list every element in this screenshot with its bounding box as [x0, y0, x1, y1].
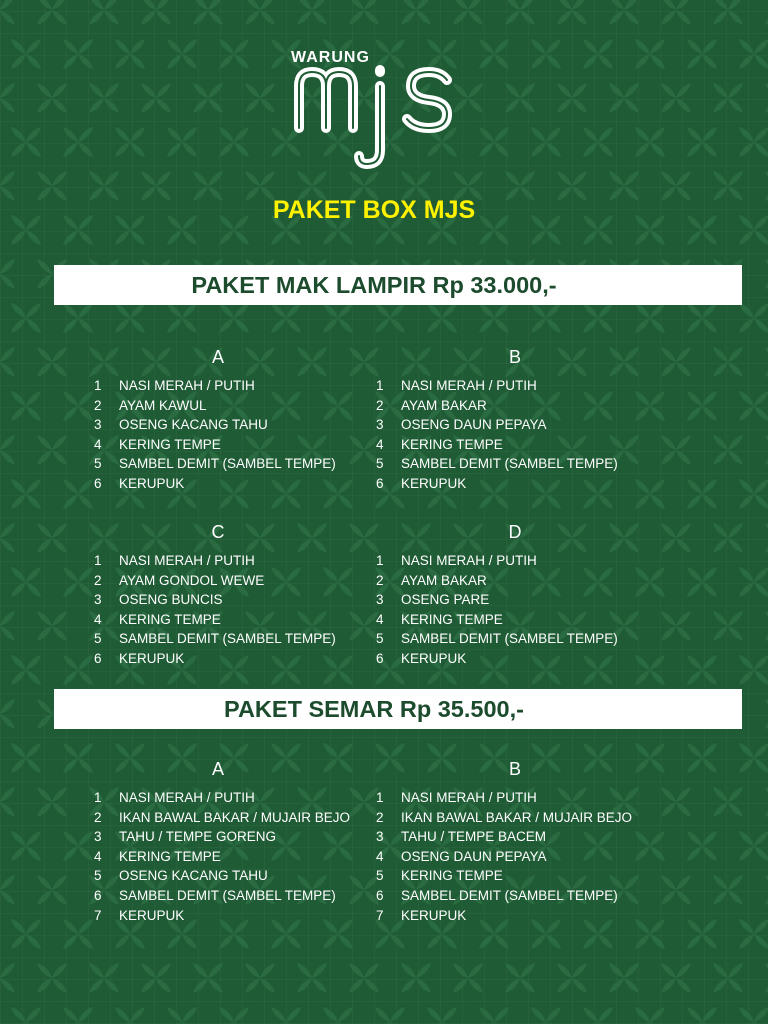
list-item: [376, 551, 666, 571]
batik-motif: [479, 303, 509, 333]
batik-motif: [193, 0, 223, 25]
item-number: 2: [376, 809, 384, 825]
batik-motif: [739, 303, 768, 333]
batik-motif: [713, 523, 743, 553]
batik-motif: [479, 127, 509, 157]
batik-motif: [11, 567, 41, 597]
batik-motif: [479, 1007, 509, 1024]
batik-motif: [167, 127, 197, 157]
list-item: [376, 886, 666, 906]
logo-letter-m-inline: [299, 72, 353, 128]
item-number: 6: [376, 475, 384, 491]
list-item: [376, 827, 666, 847]
item-number: 3: [94, 829, 102, 845]
batik-motif: [687, 391, 717, 421]
batik-motif: [505, 963, 535, 993]
item-number: 4: [376, 611, 384, 627]
batik-motif: [0, 259, 15, 289]
batik-motif: [739, 391, 768, 421]
section-banner-title: PAKET SEMAR Rp 35.500,-: [224, 696, 524, 722]
batik-motif: [219, 127, 249, 157]
batik-motif: [323, 303, 353, 333]
item-number: 4: [376, 436, 384, 452]
batik-motif: [193, 83, 223, 113]
batik-motif: [219, 39, 249, 69]
batik-motif: [63, 39, 93, 69]
batik-motif: [557, 83, 587, 113]
batik-motif: [0, 875, 15, 905]
item-number: 2: [376, 397, 384, 413]
batik-motif: [167, 1007, 197, 1024]
item-name: KERUPUK: [119, 907, 185, 923]
item-name: KERING TEMPE: [401, 868, 503, 884]
item-name: SAMBEL DEMIT (SAMBEL TEMPE): [119, 631, 336, 647]
item-number: 6: [376, 887, 384, 903]
batik-motif: [63, 127, 93, 157]
batik-motif: [63, 303, 93, 333]
batik-motif: [739, 655, 768, 685]
item-name: SAMBEL DEMIT (SAMBEL TEMPE): [401, 456, 618, 472]
batik-motif: [63, 567, 93, 597]
batik-motif: [63, 743, 93, 773]
list-item: [376, 808, 666, 828]
batik-motif: [193, 963, 223, 993]
list-item: [376, 590, 666, 610]
item-number: 5: [376, 631, 384, 647]
batik-motif: [245, 83, 275, 113]
batik-motif: [635, 303, 665, 333]
item-number: 2: [376, 572, 384, 588]
batik-motif: [739, 743, 768, 773]
list-item: [94, 629, 364, 649]
list-item: [94, 474, 364, 494]
batik-motif: [739, 567, 768, 597]
batik-motif: [115, 1007, 145, 1024]
list-item: [94, 847, 364, 867]
batik-motif: [37, 963, 67, 993]
batik-motif: [609, 963, 639, 993]
batik-motif: [141, 83, 171, 113]
batik-motif: [739, 919, 768, 949]
item-number: 3: [376, 829, 384, 845]
item-number: 4: [94, 436, 102, 452]
batik-motif: [219, 303, 249, 333]
batik-motif: [401, 0, 431, 25]
batik-motif: [37, 347, 67, 377]
batik-motif: [427, 303, 457, 333]
list-item: [94, 415, 364, 435]
batik-motif: [505, 83, 535, 113]
batik-motif: [713, 347, 743, 377]
list-item: [94, 906, 364, 926]
batik-motif: [687, 1007, 717, 1024]
item-number: 3: [94, 417, 102, 433]
batik-motif: [63, 831, 93, 861]
item-number: 5: [94, 631, 102, 647]
batik-motif: [583, 127, 613, 157]
item-number: 7: [376, 907, 384, 923]
batik-motif: [0, 699, 15, 729]
item-number: 2: [94, 809, 102, 825]
list-item: [94, 454, 364, 474]
package-block: [94, 759, 364, 925]
item-name: KERUPUK: [401, 907, 467, 923]
batik-motif: [245, 963, 275, 993]
item-number: 2: [94, 572, 102, 588]
batik-motif: [635, 1007, 665, 1024]
batik-motif: [115, 127, 145, 157]
list-item: [94, 590, 364, 610]
batik-motif: [713, 963, 743, 993]
item-name: TAHU / TEMPE BACEM: [401, 829, 547, 845]
batik-motif: [505, 0, 535, 25]
section-banner: [54, 265, 742, 305]
batik-motif: [141, 963, 171, 993]
batik-motif: [89, 963, 119, 993]
batik-motif: [63, 655, 93, 685]
logo-mjs-lettering: [280, 60, 460, 175]
batik-motif: [713, 611, 743, 641]
logo-letter-j: [359, 86, 380, 164]
batik-motif: [687, 919, 717, 949]
item-name: KERING TEMPE: [119, 848, 221, 864]
item-name: KERUPUK: [119, 650, 185, 666]
batik-motif: [739, 831, 768, 861]
list-item: [376, 435, 666, 455]
item-name: IKAN BAWAL BAKAR / MUJAIR BEJO: [401, 809, 633, 825]
batik-motif: [89, 83, 119, 113]
batik-motif: [687, 303, 717, 333]
batik-motif: [297, 963, 327, 993]
package-item-list: [376, 788, 666, 925]
batik-motif: [713, 83, 743, 113]
item-number: 5: [376, 456, 384, 472]
item-number: 5: [94, 868, 102, 884]
item-name: OSENG BUNCIS: [119, 592, 223, 608]
item-number: 1: [376, 378, 384, 393]
list-item: [94, 610, 364, 630]
package-item-list: [94, 376, 364, 494]
list-item: [94, 376, 364, 396]
item-number: 1: [94, 790, 102, 805]
batik-motif: [401, 963, 431, 993]
item-name: SAMBEL DEMIT (SAMBEL TEMPE): [401, 887, 618, 903]
item-number: 7: [94, 907, 102, 923]
list-item: [94, 396, 364, 416]
list-item: [94, 808, 364, 828]
batik-motif: [11, 743, 41, 773]
batik-motif: [11, 479, 41, 509]
list-item: [94, 827, 364, 847]
package-label: D: [508, 522, 522, 542]
item-name: KERING TEMPE: [401, 436, 503, 452]
batik-motif: [167, 303, 197, 333]
list-item: [376, 571, 666, 591]
item-name: NASI MERAH / PUTIH: [401, 790, 537, 805]
item-number: 3: [94, 592, 102, 608]
package-block: [94, 522, 364, 669]
batik-motif: [0, 83, 15, 113]
batik-motif: [323, 1007, 353, 1024]
item-name: AYAM KAWUL: [119, 397, 207, 413]
list-item: [94, 866, 364, 886]
batik-motif: [557, 0, 587, 25]
batik-motif: [11, 215, 41, 245]
batik-motif: [297, 0, 327, 25]
batik-motif: [739, 479, 768, 509]
item-number: 3: [376, 417, 384, 433]
batik-motif: [11, 1007, 41, 1024]
batik-motif: [11, 39, 41, 69]
batik-motif: [531, 39, 561, 69]
batik-motif: [687, 127, 717, 157]
item-number: 4: [376, 848, 384, 864]
list-item: [94, 649, 364, 669]
item-name: KERUPUK: [401, 650, 467, 666]
item-name: AYAM BAKAR: [401, 397, 487, 413]
list-item: [376, 454, 666, 474]
batik-motif: [739, 1007, 768, 1024]
batik-motif: [713, 435, 743, 465]
batik-motif: [115, 39, 145, 69]
batik-motif: [219, 1007, 249, 1024]
page-title: PAKET BOX MJS: [272, 196, 476, 224]
batik-motif: [11, 919, 41, 949]
item-number: 1: [376, 790, 384, 805]
batik-motif: [531, 303, 561, 333]
list-item: [376, 788, 666, 808]
batik-motif: [583, 303, 613, 333]
batik-motif: [453, 963, 483, 993]
batik-motif: [661, 0, 691, 25]
item-name: NASI MERAH / PUTIH: [119, 553, 255, 568]
batik-motif: [0, 963, 15, 993]
list-item: [376, 866, 666, 886]
batik-motif: [37, 523, 67, 553]
batik-motif: [583, 1007, 613, 1024]
list-item: [376, 629, 666, 649]
item-name: SAMBEL DEMIT (SAMBEL TEMPE): [119, 456, 336, 472]
batik-motif: [713, 0, 743, 25]
section-banner-title: PAKET MAK LAMPIR Rp 33.000,-: [191, 272, 557, 298]
list-item: [376, 474, 666, 494]
package-item-list: [376, 376, 666, 494]
batik-motif: [0, 347, 15, 377]
batik-motif: [687, 743, 717, 773]
list-item: [376, 847, 666, 867]
item-name: KERING TEMPE: [401, 611, 503, 627]
item-name: KERING TEMPE: [119, 611, 221, 627]
item-name: NASI MERAH / PUTIH: [119, 378, 255, 393]
item-name: OSENG PARE: [401, 592, 490, 608]
section-banner: [54, 689, 742, 729]
batik-motif: [37, 611, 67, 641]
batik-motif: [687, 655, 717, 685]
batik-motif: [37, 83, 67, 113]
batik-motif: [11, 127, 41, 157]
batik-motif: [609, 83, 639, 113]
list-item: [94, 571, 364, 591]
package-item-list: [94, 551, 364, 669]
batik-motif: [375, 1007, 405, 1024]
item-number: 6: [94, 887, 102, 903]
batik-motif: [635, 127, 665, 157]
batik-motif: [11, 303, 41, 333]
batik-motif: [63, 391, 93, 421]
item-number: 4: [94, 611, 102, 627]
list-item: [376, 415, 666, 435]
batik-motif: [661, 83, 691, 113]
list-item: [94, 435, 364, 455]
batik-motif: [375, 303, 405, 333]
batik-motif: [11, 655, 41, 685]
item-name: OSENG DAUN PEPAYA: [401, 848, 547, 864]
list-item: [376, 610, 666, 630]
item-number: 3: [376, 592, 384, 608]
item-number: 6: [94, 650, 102, 666]
item-name: SAMBEL DEMIT (SAMBEL TEMPE): [119, 887, 336, 903]
batik-motif: [63, 1007, 93, 1024]
item-number: 1: [94, 378, 102, 393]
package-item-list: [94, 788, 364, 925]
item-name: NASI MERAH / PUTIH: [119, 790, 255, 805]
item-number: 5: [94, 456, 102, 472]
list-item: [94, 788, 364, 808]
batik-motif: [687, 39, 717, 69]
batik-motif: [349, 963, 379, 993]
item-name: AYAM GONDOL WEWE: [119, 572, 265, 588]
batik-motif: [713, 875, 743, 905]
batik-motif: [115, 303, 145, 333]
item-number: 6: [94, 475, 102, 491]
item-number: 4: [94, 848, 102, 864]
batik-motif: [713, 171, 743, 201]
batik-motif: [89, 0, 119, 25]
item-name: OSENG DAUN PEPAYA: [401, 417, 547, 433]
batik-motif: [635, 39, 665, 69]
batik-motif: [271, 303, 301, 333]
batik-motif: [583, 39, 613, 69]
batik-motif: [37, 0, 67, 25]
batik-motif: [141, 0, 171, 25]
item-name: TAHU / TEMPE GORENG: [119, 829, 277, 845]
item-name: NASI MERAH / PUTIH: [401, 553, 537, 568]
batik-motif: [661, 963, 691, 993]
batik-motif: [271, 1007, 301, 1024]
batik-motif: [349, 0, 379, 25]
batik-motif: [37, 875, 67, 905]
batik-motif: [0, 171, 15, 201]
batik-motif: [531, 127, 561, 157]
item-name: NASI MERAH / PUTIH: [401, 378, 537, 393]
list-item: [94, 551, 364, 571]
package-block: [376, 347, 666, 494]
package-block: [376, 522, 666, 669]
batik-motif: [0, 611, 15, 641]
batik-motif: [0, 435, 15, 465]
item-name: AYAM BAKAR: [401, 572, 487, 588]
list-item: [376, 376, 666, 396]
batik-motif: [245, 0, 275, 25]
batik-motif: [453, 0, 483, 25]
batik-motif: [0, 0, 15, 25]
batik-motif: [37, 787, 67, 817]
item-number: 1: [376, 553, 384, 568]
list-item: [376, 906, 666, 926]
batik-motif: [11, 831, 41, 861]
package-item-list: [376, 551, 666, 669]
batik-motif: [687, 567, 717, 597]
list-item: [376, 396, 666, 416]
item-name: OSENG KACANG TAHU: [119, 417, 268, 433]
item-number: 1: [94, 553, 102, 568]
item-name: KERUPUK: [401, 475, 467, 491]
batik-motif: [0, 523, 15, 553]
package-block: [376, 759, 666, 925]
package-block: [94, 347, 364, 494]
batik-motif: [531, 1007, 561, 1024]
batik-motif: [167, 39, 197, 69]
item-number: 2: [94, 397, 102, 413]
logo-brand-text: WARUNG: [291, 49, 370, 66]
batik-motif: [713, 787, 743, 817]
item-name: OSENG KACANG TAHU: [119, 868, 268, 884]
batik-motif: [687, 831, 717, 861]
batik-motif: [687, 479, 717, 509]
package-label: C: [211, 522, 225, 542]
package-label: B: [508, 759, 521, 779]
batik-motif: [63, 479, 93, 509]
item-name: IKAN BAWAL BAKAR / MUJAIR BEJO: [119, 809, 351, 825]
package-label: B: [508, 347, 521, 367]
package-label: A: [211, 347, 224, 367]
package-label: A: [211, 759, 224, 779]
batik-motif: [557, 963, 587, 993]
item-number: 5: [376, 868, 384, 884]
batik-motif: [739, 127, 768, 157]
item-name: SAMBEL DEMIT (SAMBEL TEMPE): [401, 631, 618, 647]
batik-motif: [37, 435, 67, 465]
batik-motif: [427, 1007, 457, 1024]
batik-motif: [63, 919, 93, 949]
list-item: [376, 649, 666, 669]
list-item: [94, 886, 364, 906]
batik-motif: [739, 39, 768, 69]
batik-motif: [11, 391, 41, 421]
batik-motif: [0, 787, 15, 817]
batik-motif: [609, 0, 639, 25]
batik-motif: [739, 215, 768, 245]
item-name: KERUPUK: [119, 475, 185, 491]
item-name: KERING TEMPE: [119, 436, 221, 452]
batik-motif: [479, 39, 509, 69]
item-number: 6: [376, 650, 384, 666]
